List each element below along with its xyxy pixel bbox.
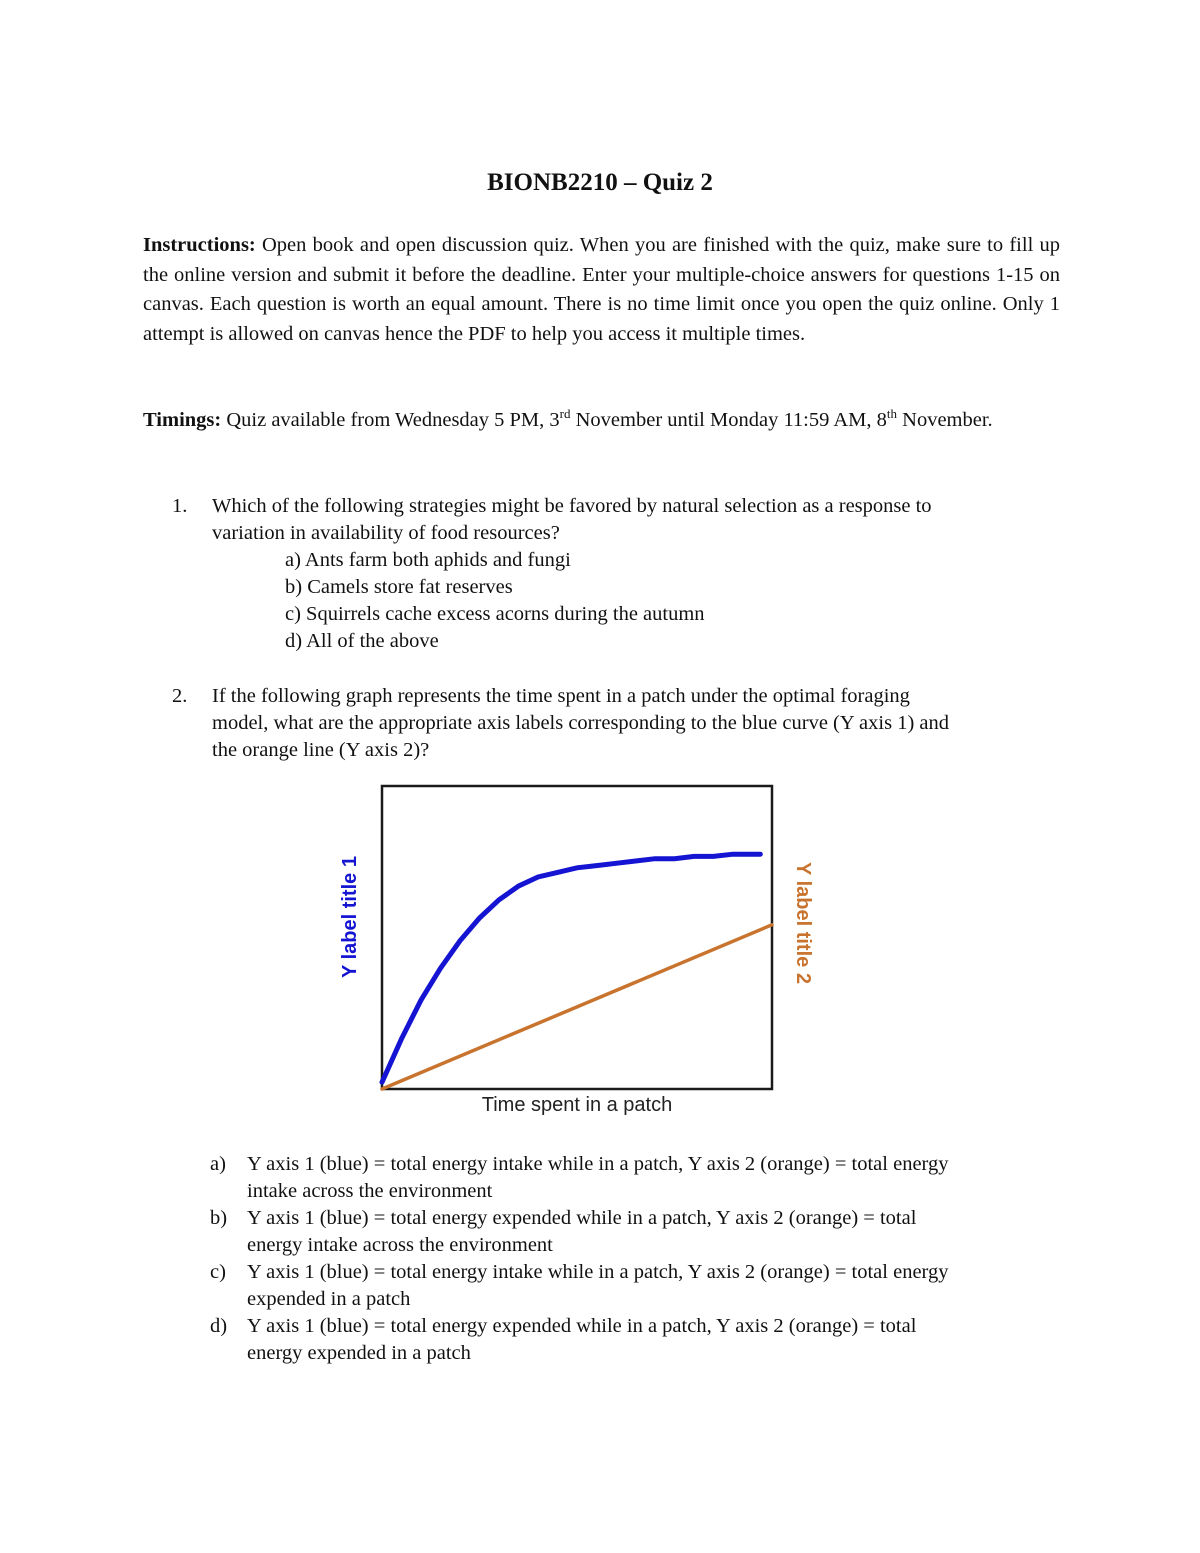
question-2-option-c-letter: c) xyxy=(210,1261,226,1283)
question-line: If the following graph represents the time spent in a patch under the optimal foraging xyxy=(212,685,910,707)
option-line: intake across the environment xyxy=(247,1180,493,1202)
question-1-text xyxy=(212,493,1072,547)
plot-frame xyxy=(382,786,772,1089)
timings-text-1: Quiz available from Wednesday 5 PM, 3 xyxy=(221,409,560,431)
question-1-option-b: b) Camels store fat reserves xyxy=(285,576,513,598)
question-2-option-d xyxy=(247,1313,1077,1367)
question-1-option-c: c) Squirrels cache excess acorns during the autumn xyxy=(285,603,705,625)
timings-label: Timings: xyxy=(143,409,222,431)
question-line: the orange line (Y axis 2)? xyxy=(212,739,430,761)
y-axis-label-1: Y label title 1 xyxy=(339,856,361,978)
question-line: Which of the following strategies might be favored by natural selection as a response to xyxy=(212,495,932,517)
question-2-option-c xyxy=(247,1259,1077,1313)
question-2-option-d-letter: d) xyxy=(210,1315,228,1337)
question-line: model, what are the appropriate axis labels corresponding to the blue curve (Y axis 1) and xyxy=(212,712,949,734)
instructions-label: Instructions: xyxy=(143,234,256,256)
timings-paragraph xyxy=(143,406,1060,436)
option-line: Y axis 1 (blue) = total energy intake while in a patch, Y axis 2 (orange) = total energy xyxy=(247,1153,949,1175)
question-2-text xyxy=(212,683,1072,764)
timings-sup-1: rd xyxy=(559,406,571,422)
option-line: energy intake across the environment xyxy=(247,1234,553,1256)
question-2-option-a-letter: a) xyxy=(210,1153,226,1175)
question-1-option-a: a) Ants farm both aphids and fungi xyxy=(285,549,571,571)
option-line: Y axis 1 (blue) = total energy intake while in a patch, Y axis 2 (orange) = total energy xyxy=(247,1261,949,1283)
option-line: Y axis 1 (blue) = total energy expended while in a patch, Y axis 2 (orange) = total xyxy=(247,1315,917,1337)
x-axis-label: Time spent in a patch xyxy=(481,1094,673,1116)
question-2-option-b-letter: b) xyxy=(210,1207,228,1229)
question-1-number: 1. xyxy=(172,495,188,517)
question-2-option-a xyxy=(247,1151,1077,1205)
question-line: variation in availability of food resources? xyxy=(212,522,560,544)
question-2-option-b xyxy=(247,1205,1077,1259)
page-title: BIONB2210 – Quiz 2 xyxy=(487,169,713,196)
timings-text-2: November until Monday 11:59 AM, 8 xyxy=(570,409,887,431)
question-2-number: 2. xyxy=(172,685,188,707)
timings-sup-2: th xyxy=(886,406,898,422)
instructions-text: Open book and open discussion quiz. When you are finished with the quiz, make sure to fill up the online version and submit it before the deadline. Enter your multiple-choice answers for questions 1-15 on canvas. Each question is worth an equal amount. There is no time limit once you open the quiz online. Only 1 attempt is allowed on canvas hence the PDF to help you access it multiple times. xyxy=(143,234,1060,345)
y-axis-label-2: Y label title 2 xyxy=(792,862,814,984)
option-line: Y axis 1 (blue) = total energy expended while in a patch, Y axis 2 (orange) = total xyxy=(247,1207,917,1229)
foraging-graph xyxy=(320,780,814,1125)
instructions-paragraph xyxy=(143,231,1060,349)
option-line: expended in a patch xyxy=(247,1288,411,1310)
timings-text-3: November. xyxy=(897,409,993,431)
question-1-option-d: d) All of the above xyxy=(285,630,439,652)
option-line: energy expended in a patch xyxy=(247,1342,471,1364)
